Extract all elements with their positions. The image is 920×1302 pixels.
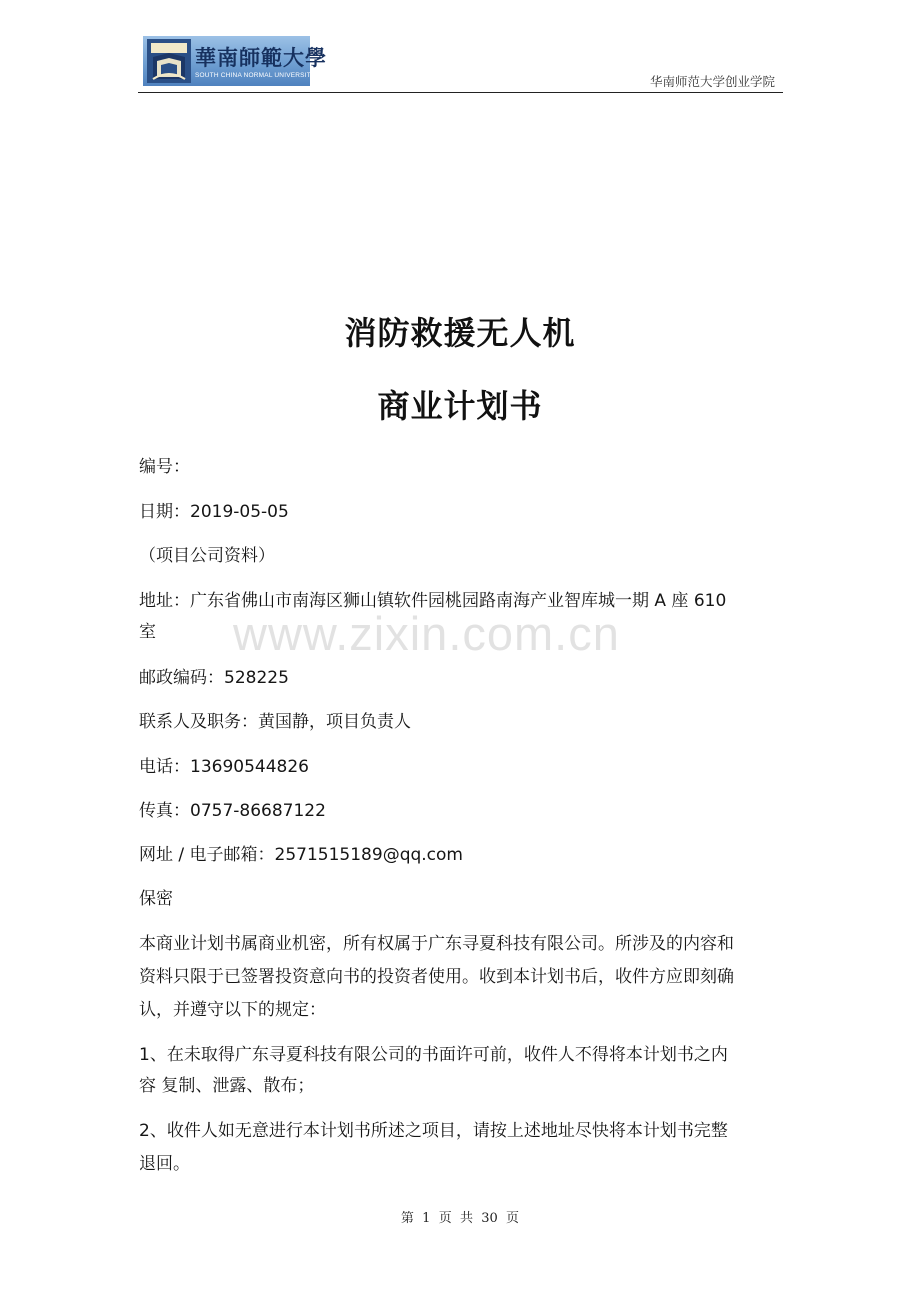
watermark: www.zixin.com.cn — [233, 607, 620, 660]
field-postal-code: 邮政编码：528225 — [139, 668, 289, 688]
header-college-name: 华南师范大学创业学院 — [649, 74, 775, 89]
logo-english-name: SOUTH CHINA NORMAL UNIVERSITY — [195, 72, 316, 79]
field-web-email: 网址 / 电子邮箱：2571515189@qq.com — [139, 845, 463, 865]
field-contact: 联系人及职务：黄国静，项目负责人 — [139, 712, 411, 732]
paragraph-line: 本商业计划书属商业机密，所有权属于广东寻夏科技有限公司。所涉及的内容和 — [139, 934, 734, 954]
page-header — [138, 34, 783, 93]
field-number: 编号： — [139, 457, 190, 477]
document-subtitle: 商业计划书 — [377, 387, 543, 425]
university-logo — [143, 36, 327, 86]
confidential-heading: 保密 — [139, 889, 173, 909]
page-footer: 第 1 页 共 30 页 — [400, 1211, 520, 1226]
document-title: 消防救援无人机 — [344, 314, 576, 352]
field-date: 日期：2019-05-05 — [139, 502, 289, 522]
logo-chinese-name: 華南師範大學 — [195, 45, 327, 70]
rule-item-1-cont: 容 复制、泄露、散布； — [139, 1076, 315, 1096]
field-company-note: （项目公司资料） — [139, 546, 275, 566]
paragraph-line: 资料只限于已签署投资意向书的投资者使用。收到本计划书后，收件方应即刻确 — [139, 967, 734, 987]
rule-item-2: 2、收件人如无意进行本计划书所述之项目，请按上述地址尽快将本计划书完整 — [139, 1121, 728, 1141]
field-address: 地址：广东省佛山市南海区狮山镇软件园桃园路南海产业智库城一期 A 座 610 — [139, 591, 727, 611]
field-phone: 电话：13690544826 — [139, 757, 309, 777]
rule-item-1: 1、在未取得广东寻夏科技有限公司的书面许可前，收件人不得将本计划书之内 — [139, 1045, 728, 1065]
rule-item-2-cont: 退回。 — [139, 1154, 190, 1174]
field-fax: 传真：0757-86687122 — [139, 801, 326, 821]
university-emblem-icon — [147, 39, 191, 83]
paragraph-line: 认，并遵守以下的规定： — [139, 1000, 326, 1020]
field-address-cont: 室 — [139, 622, 156, 642]
